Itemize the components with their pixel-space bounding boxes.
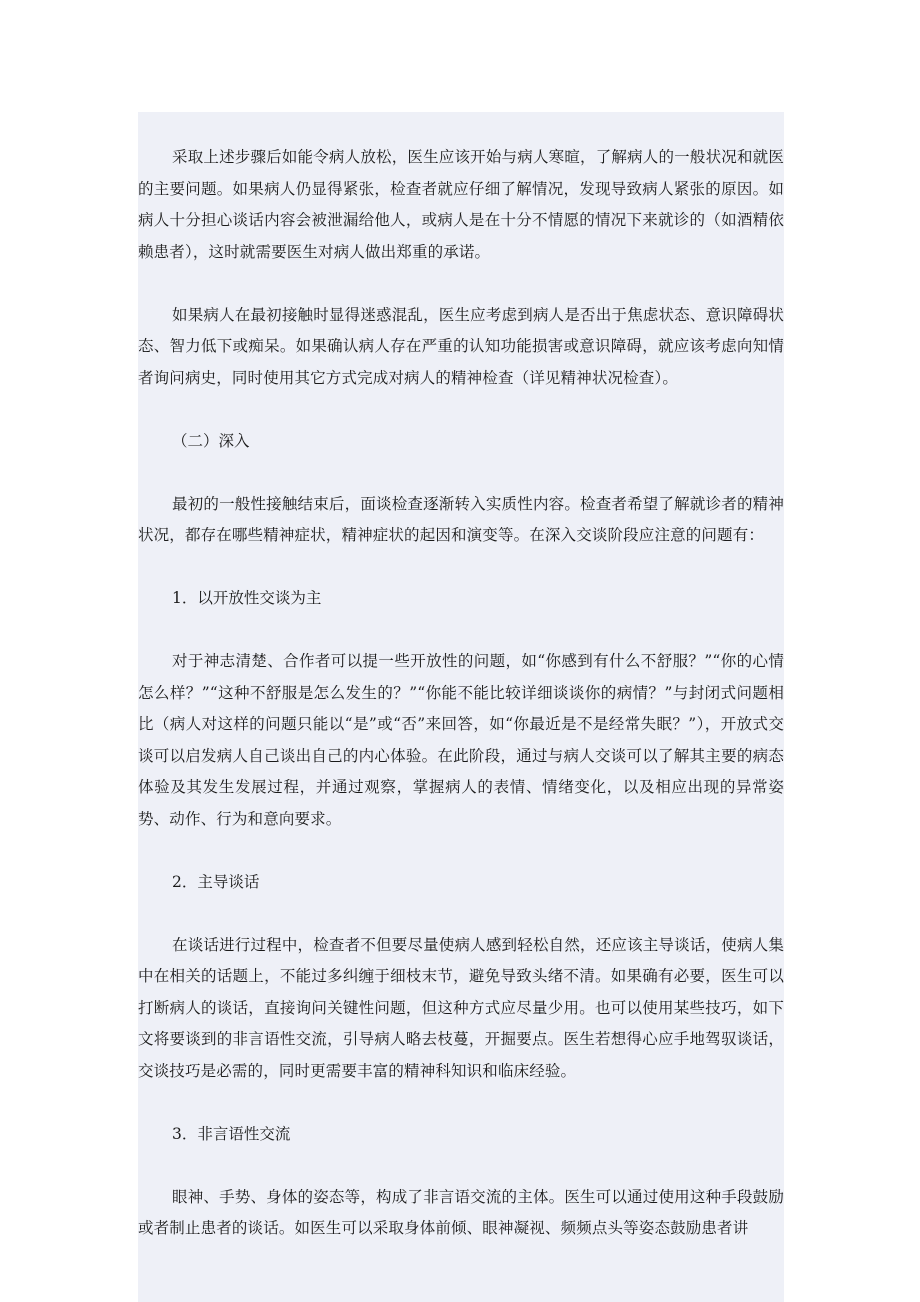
subheading-open-conversation: 1．以开放性交谈为主: [172, 589, 322, 607]
paragraph-spacer: [172, 615, 784, 647]
paragraph-spacer: [172, 835, 784, 867]
paragraph-6: 眼神、手势、身体的姿态等，构成了非言语交流的主体。医生可以通过使用这种手段鼓励或者制止患者的谈话。如医生可以采取身体前倾、眼神凝视、频频点头等姿态鼓励患者讲: [138, 1187, 784, 1237]
paragraph-spacer: [172, 394, 784, 426]
document-body: [138, 142, 784, 1245]
paragraph-2: 如果病人在最初接触时显得迷惑混乱，医生应考虑到病人是否出于焦虑状态、意识障碍状态、智力低下或痴呆。如果确认病人存在严重的认知功能损害或意识障碍，就应该考虑向知情者询问病史，同时使用其它方式完成对病人的精神检查（详见精神状况检查）。: [138, 305, 784, 387]
paragraph-5: 在谈话进行过程中，检查者不但要尽量使病人感到轻松自然，还应该主导谈话，使病人集中在相关的话题上，不能过多纠缠于细枝末节，避免导致头绪不清。如果确有必要，医生可以打断病人的谈话，直接询问关键性问题，但这种方式应尽量少用。也可以使用某些技巧，如下文将要谈到的非言语性交流，引导病人略去枝蔓，开掘要点。医生若想得心应手地驾驭谈话，交谈技巧是必需的，同时更需要丰富的精神科知识和临床经验。: [138, 935, 784, 1080]
paragraph-spacer: [172, 1087, 784, 1119]
paragraph-spacer: [172, 898, 784, 930]
section-heading-deepen: （二）深入: [172, 431, 250, 450]
paragraph-4: 对于神志清楚、合作者可以提一些开放性的问题，如“你感到有什么不舒服？”“你的心情怎么样？”“这种不舒服是怎么发生的？”“你能不能比较详细谈谈你的病情？”与封闭式问题相比（病人对这样的问题只能以“是”或“否”来回答，如“你最近是不是经常失眠？”），开放式交谈可以启发病人自己谈出自己的内心体验。在此阶段，通过与病人交谈可以了解其主要的病态体验及其发生发展过程，并通过观察，掌握病人的表情、情绪变化，以及相应出现的异常姿势、动作、行为和意向要求。: [138, 652, 784, 828]
paragraph-1: 采取上述步骤后如能令病人放松，医生应该开始与病人寒暄，了解病人的一般状况和就医的主要问题。如果病人仍显得紧张，检查者就应仔细了解情况，发现导致病人紧张的原因。如病人十分担心谈话内容会被泄漏给他人，或病人是在十分不情愿的情况下来就诊的（如酒精依赖患者），这时就需要医生对病人做出郑重的承诺。: [138, 148, 784, 261]
paragraph-spacer: [172, 1150, 784, 1182]
subheading-lead-conversation: 2．主导谈话: [172, 872, 260, 891]
paragraph-3: 最初的一般性接触结束后，面谈检查逐渐转入实质性内容。检查者希望了解就诊者的精神状况，都存在哪些精神症状，精神症状的起因和演变等。在深入交谈阶段应注意的问题有：: [138, 494, 784, 544]
paragraph-spacer: [172, 552, 784, 584]
paragraph-spacer: [172, 268, 784, 300]
paragraph-spacer: [172, 457, 784, 489]
subheading-nonverbal-communication: 3．非言语性交流: [172, 1124, 291, 1143]
